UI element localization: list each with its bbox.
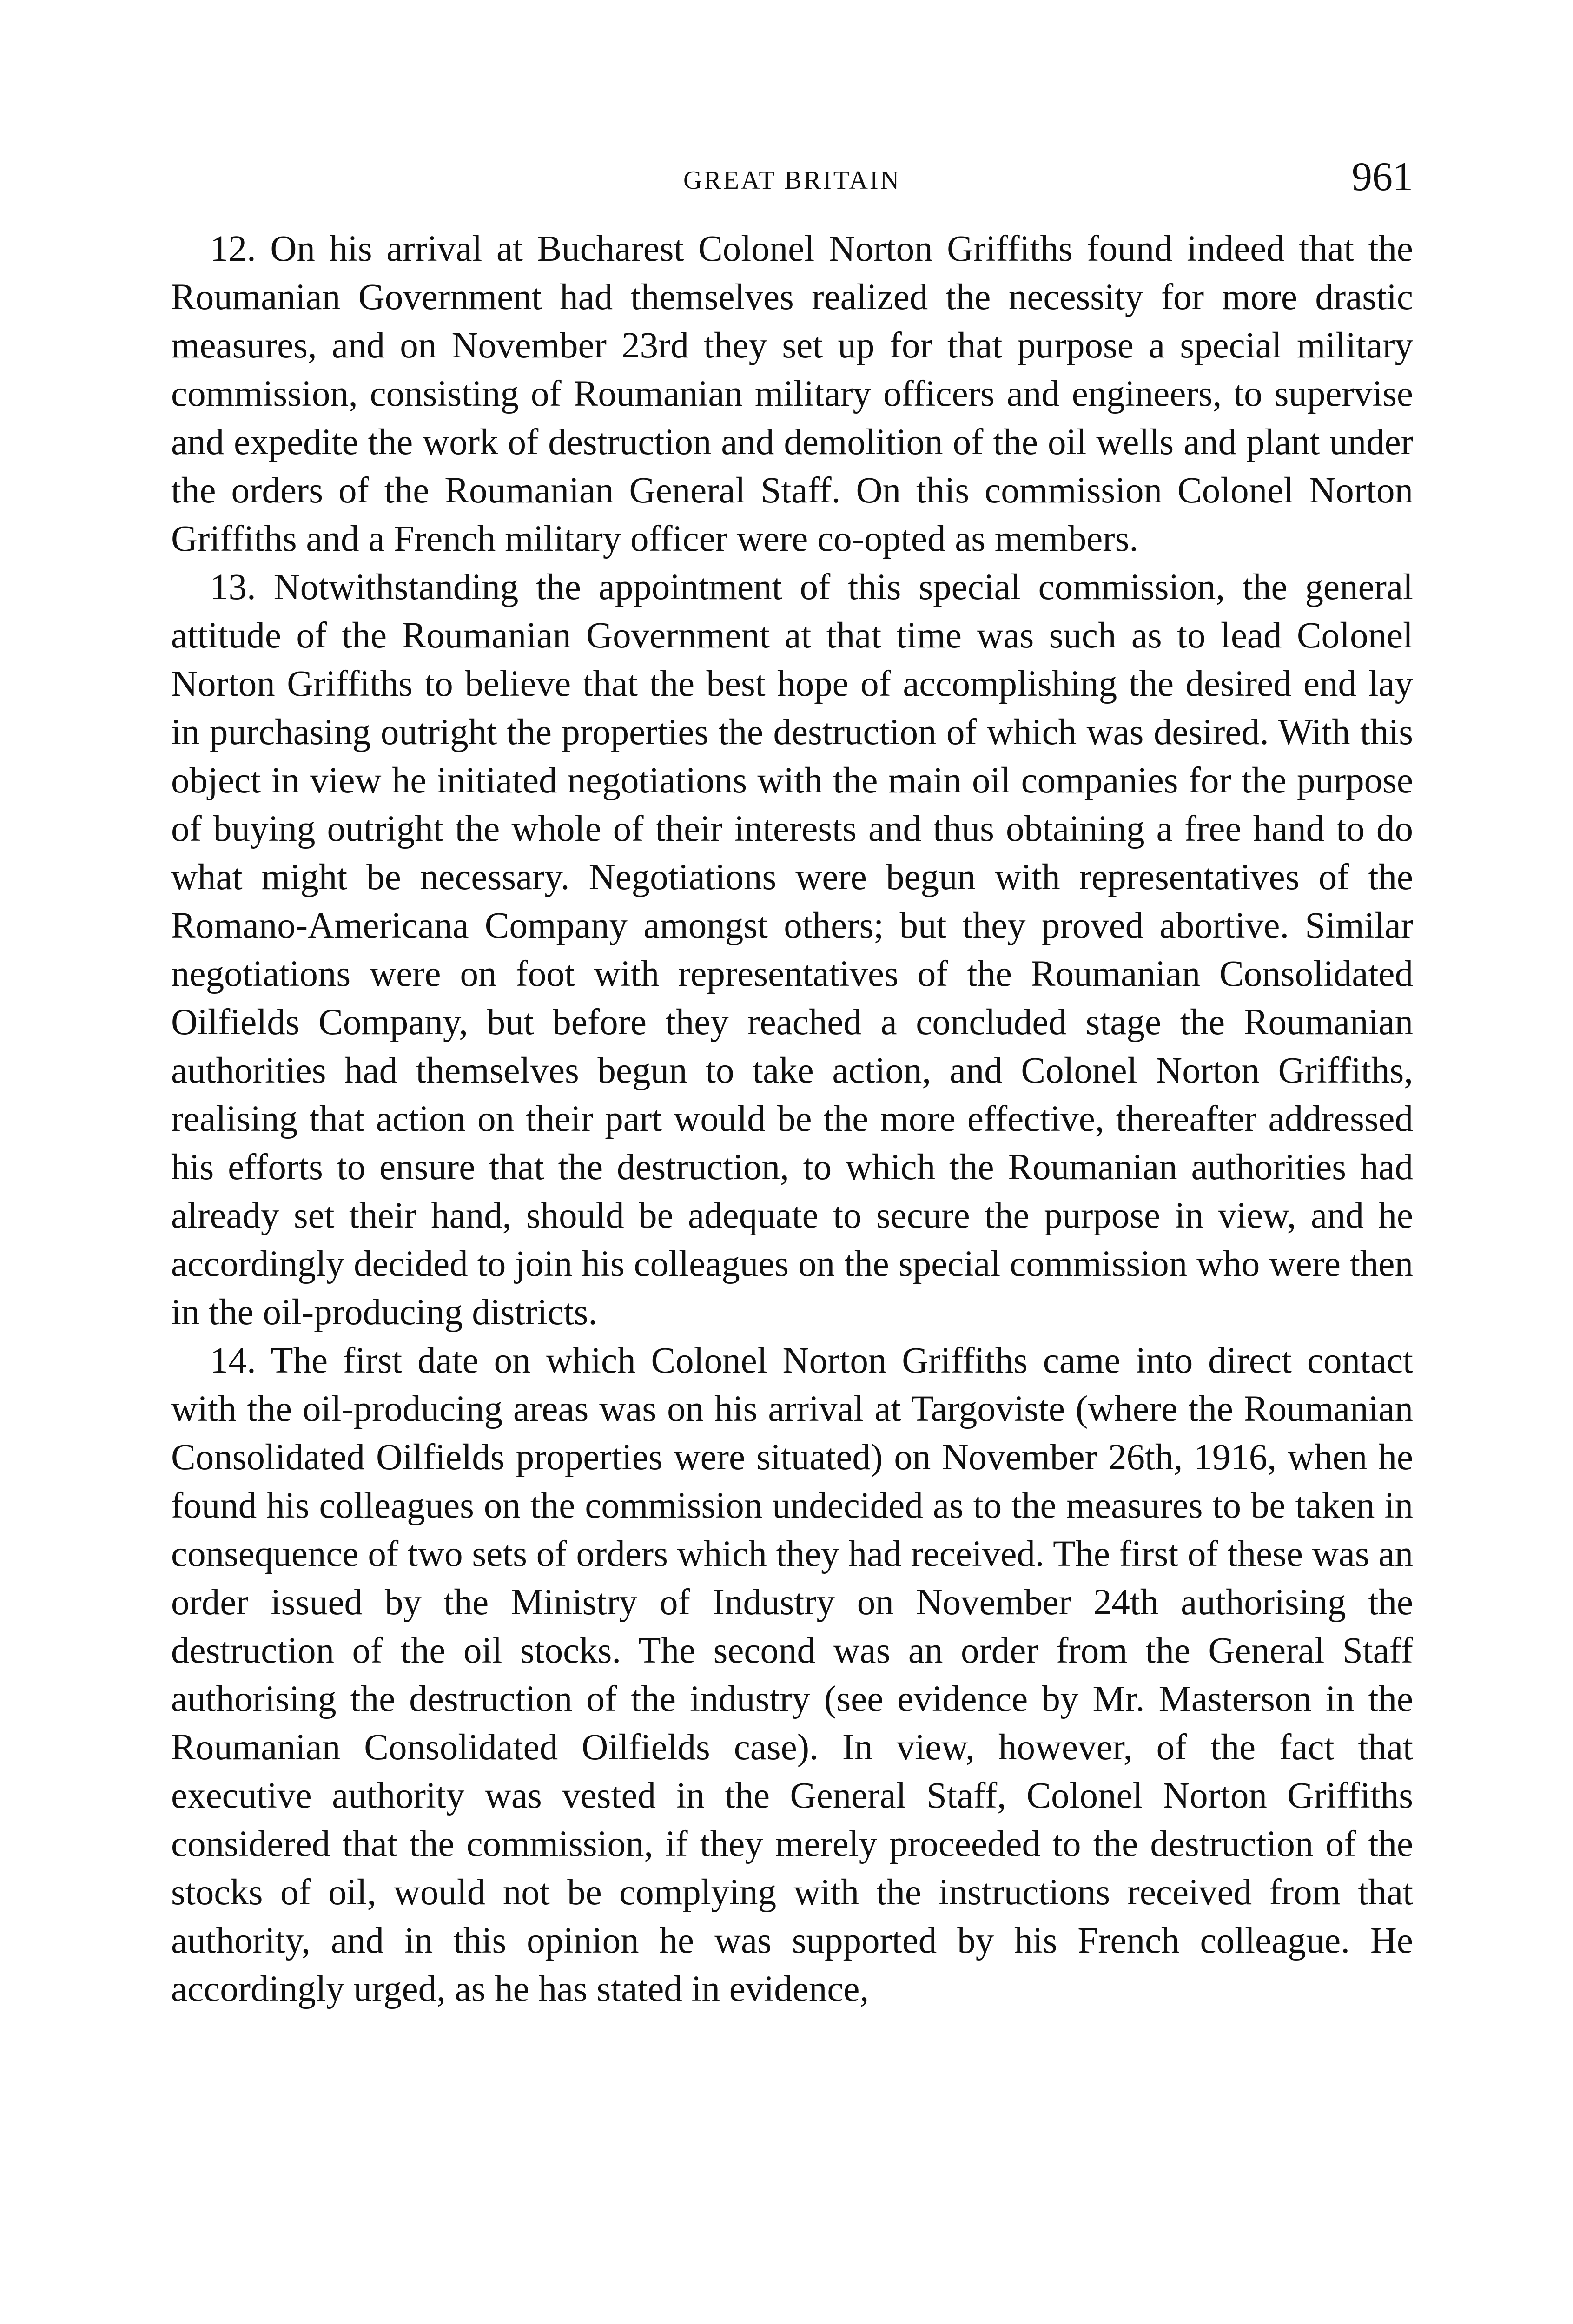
body-text xyxy=(171,225,1413,2014)
page-number: 961 xyxy=(1352,154,1413,199)
running-title: GREAT BRITAIN xyxy=(683,166,901,195)
running-header xyxy=(171,153,1413,205)
paragraph-13: 13. Notwithstanding the appointment of this special commission, the general attitude of the Roumanian Government at that time was such as to lead Colonel Norton Griffiths to believe that the best hope of accomplishing the desired end lay in purchasing outright the properties the destruction of which was desired. With this object in view he initiated negotiations with the main oil companies for the purpose of buying outright the whole of their interests and thus obtaining a free hand to do what might be necessary. Negotiations were begun with representatives of the Romano-Americana Company amongst others; but they proved abortive. Similar negotiations were on foot with representatives of the Roumanian Consolidated Oilfields Company, but before they reached a concluded stage the Roumanian authorities had themselves begun to take action, and Colonel Norton Griffiths, realising that action on their part would be the more effective, thereafter addressed his efforts to ensure that the destruction, to which the Roumanian authorities had already set their hand, should be adequate to secure the purpose in view, and he accordingly decided to join his colleagues on the special commission who were then in the oil-producing districts. xyxy=(171,567,1413,1333)
paragraph-12: 12. On his arrival at Bucharest Colonel Norton Griffiths found indeed that the Roumanian Government had themselves realized the necessity for more drastic measures, and on November 23rd they set up for that purpose a special military commission, consisting of Roumanian military officers and engineers, to supervise and expedite the work of destruction and demolition of the oil wells and plant under the orders of the Roumanian General Staff. On this commission Colonel Norton Griffiths and a French military officer were co-opted as members. xyxy=(171,229,1413,559)
document-page xyxy=(171,153,1413,2014)
paragraph-14: 14. The first date on which Colonel Norton Griffiths came into direct contact with the oil-producing areas was on his arrival at Targoviste (where the Roumanian Consolidated Oilfields properties were situated) on November 26th, 1916, when he found his colleagues on the commission undecided as to the measures to be taken in consequence of two sets of orders which they had received. The first of these was an order issued by the Ministry of Industry on November 24th authorising the destruction of the oil stocks. The second was an order from the General Staff authorising the destruction of the industry (see evidence by Mr. Masterson in the Roumanian Consolidated Oilfields case). In view, however, of the fact that executive authority was vested in the General Staff, Colonel Norton Griffiths considered that the commission, if they merely proceeded to the destruction of the stocks of oil, would not be complying with the instructions received from that authority, and in this opinion he was supported by his French colleague. He accordingly urged, as he has stated in evidence, xyxy=(171,1340,1413,2009)
